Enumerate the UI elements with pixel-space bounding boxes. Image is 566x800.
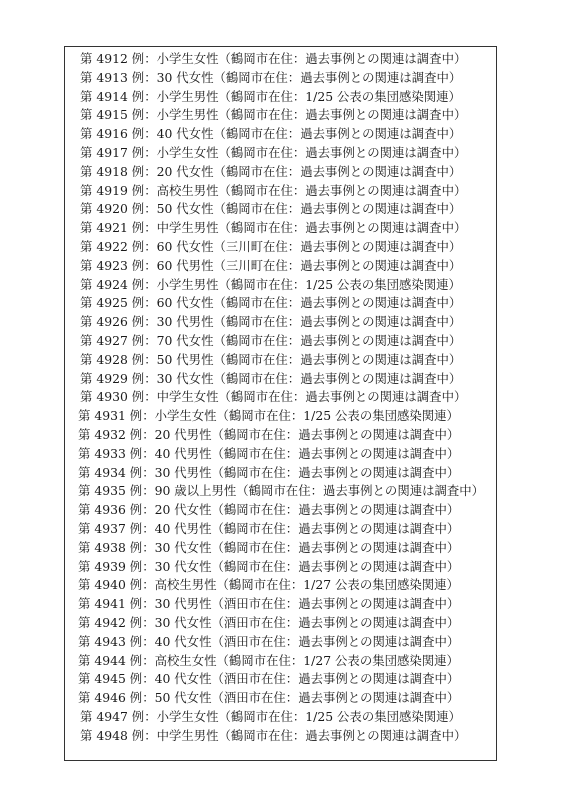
case-entry: 第 4918 例：20 代女性（鶴岡市在住：過去事例との関連は調査中） <box>80 163 462 179</box>
case-entry: 第 4915 例：小学生男性（鶴岡市在住：過去事例との関連は調査中） <box>80 107 467 123</box>
case-entry: 第 4946 例：50 代女性（酒田市在住：過去事例との関連は調査中） <box>78 690 460 706</box>
case-entry: 第 4930 例：中学生女性（鶴岡市在住：過去事例との関連は調査中） <box>80 389 467 405</box>
case-entry: 第 4932 例：20 代男性（鶴岡市在住：過去事例との関連は調査中） <box>78 426 460 442</box>
case-entry: 第 4931 例：小学生女性（鶴岡市在住：1/25 公表の集団感染関連） <box>78 408 459 424</box>
case-entry: 第 4926 例：30 代男性（鶴岡市在住：過去事例との関連は調査中） <box>80 314 462 330</box>
case-entry: 第 4923 例：60 代男性（三川町在住：過去事例との関連は調査中） <box>80 257 462 273</box>
case-entry: 第 4929 例：30 代女性（鶴岡市在住：過去事例との関連は調査中） <box>80 370 462 386</box>
case-entry: 第 4940 例：高校生男性（鶴岡市在住：1/27 公表の集団感染関連） <box>78 577 459 593</box>
case-entry: 第 4925 例：60 代女性（鶴岡市在住：過去事例との関連は調査中） <box>80 295 462 311</box>
case-entry: 第 4916 例：40 代女性（鶴岡市在住：過去事例との関連は調査中） <box>80 126 462 142</box>
case-entry: 第 4922 例：60 代女性（三川町在住：過去事例との関連は調査中） <box>80 238 462 254</box>
case-entry: 第 4939 例：30 代女性（鶴岡市在住：過去事例との関連は調査中） <box>78 558 460 574</box>
case-entry: 第 4919 例：高校生男性（鶴岡市在住：過去事例との関連は調査中） <box>80 182 467 198</box>
case-list <box>80 50 496 745</box>
case-entry: 第 4917 例：小学生女性（鶴岡市在住：過去事例との関連は調査中） <box>80 144 467 160</box>
case-entry: 第 4924 例：小学生男性（鶴岡市在住：1/25 公表の集団感染関連） <box>80 276 461 292</box>
case-entry: 第 4928 例：50 代男性（鶴岡市在住：過去事例との関連は調査中） <box>80 351 462 367</box>
case-entry: 第 4942 例：30 代女性（酒田市在住：過去事例との関連は調査中） <box>78 614 460 630</box>
case-entry: 第 4948 例：中学生男性（鶴岡市在住：過去事例との関連は調査中） <box>80 727 467 743</box>
case-entry: 第 4934 例：30 代男性（鶴岡市在住：過去事例との関連は調査中） <box>78 464 460 480</box>
case-entry: 第 4935 例：90 歳以上男性（鶴岡市在住：過去事例との関連は調査中） <box>78 483 485 499</box>
case-entry: 第 4947 例：小学生女性（鶴岡市在住：1/25 公表の集団感染関連） <box>80 708 461 724</box>
case-entry: 第 4913 例：30 代女性（鶴岡市在住：過去事例との関連は調査中） <box>80 69 462 85</box>
case-entry: 第 4944 例：高校生女性（鶴岡市在住：1/27 公表の集団感染関連） <box>78 652 459 668</box>
case-entry: 第 4912 例：小学生女性（鶴岡市在住：過去事例との関連は調査中） <box>80 51 467 66</box>
case-entry: 第 4936 例：20 代女性（鶴岡市在住：過去事例との関連は調査中） <box>78 502 460 518</box>
case-entry: 第 4933 例：40 代男性（鶴岡市在住：過去事例との関連は調査中） <box>78 445 460 461</box>
case-entry: 第 4943 例：40 代女性（酒田市在住：過去事例との関連は調査中） <box>78 633 460 649</box>
case-entry: 第 4941 例：30 代男性（酒田市在住：過去事例との関連は調査中） <box>78 596 460 612</box>
case-entry: 第 4938 例：30 代女性（鶴岡市在住：過去事例との関連は調査中） <box>78 539 460 555</box>
case-entry: 第 4921 例：中学生男性（鶴岡市在住：過去事例との関連は調査中） <box>80 220 467 236</box>
case-entry: 第 4937 例：40 代男性（鶴岡市在住：過去事例との関連は調査中） <box>78 520 460 536</box>
case-entry: 第 4914 例：小学生男性（鶴岡市在住：1/25 公表の集団感染関連） <box>80 88 461 104</box>
case-entry: 第 4920 例：50 代女性（鶴岡市在住：過去事例との関連は調査中） <box>80 201 462 217</box>
case-entry: 第 4927 例：70 代女性（鶴岡市在住：過去事例との関連は調査中） <box>80 332 462 348</box>
case-entry: 第 4945 例：40 代女性（酒田市在住：過去事例との関連は調査中） <box>78 671 460 687</box>
